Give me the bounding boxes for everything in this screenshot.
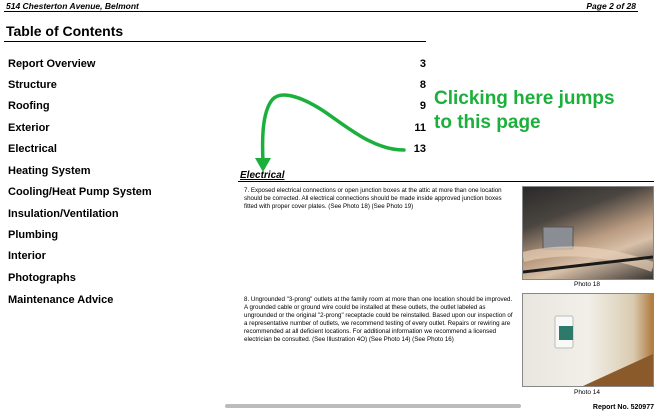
horizontal-scrollbar[interactable] (225, 404, 521, 408)
toc-title: Table of Contents (6, 23, 124, 39)
photo-14-caption: Photo 14 (573, 389, 601, 396)
toc-page-structure[interactable]: 8 (419, 79, 426, 91)
toc-item-photographs[interactable]: Photographs (8, 272, 76, 284)
section-divider (238, 181, 654, 182)
toc-item-insulation-ventilation[interactable]: Insulation/Ventilation (8, 208, 119, 220)
toc-item-exterior[interactable]: Exterior (8, 122, 50, 134)
toc-page-report-overview[interactable]: 3 (419, 58, 426, 70)
photo-18-caption: Photo 18 (573, 281, 601, 288)
photo-18-graphic (523, 187, 653, 279)
toc-page-electrical[interactable]: 13 (413, 143, 426, 155)
toc-item-roofing[interactable]: Roofing (8, 100, 50, 112)
toc-item-cooling-heat-pump-system[interactable]: Cooling/Heat Pump System (8, 186, 152, 198)
toc-item-electrical[interactable]: Electrical (8, 143, 57, 155)
toc-page-exterior[interactable]: 11 (414, 122, 426, 134)
toc-item-heating-system[interactable]: Heating System (8, 165, 91, 177)
report-number: Report No. 520977 (592, 404, 654, 411)
toc-item-structure[interactable]: Structure (8, 79, 57, 91)
toc-item-maintenance-advice[interactable]: Maintenance Advice (8, 294, 114, 306)
toc-item-report-overview[interactable]: Report Overview (8, 58, 96, 70)
photo-18-image (522, 186, 654, 280)
electrical-item-7: 7. Exposed electrical connections or open junction boxes at the attic at more than one location should be corrected. All electrical connections should be made inside approved junction boxes fitted with proper cover plates. (See Photo 18) (See Photo 19) (244, 187, 502, 210)
electrical-item-8: 8. Ungrounded "3-prong" outlets at the family room at more than one location should be improved. A grounded cable or ground wire could be installed at these outlets, the outlet labeled as ungrounded or the original "2-prong" receptacle could be reinstalled. Based upon our inspection of a representative number of outlets, we recommend testing of every outlet. Repairs or rewiring are recommended at all deficient locations. For additional information we recommend a licensed electrician be consulted. (See Illustration 4O) (See Photo 14) (See Photo 16) (244, 296, 513, 343)
header-address: 514 Chesterton Avenue, Belmont (6, 1, 139, 11)
toc-page-roofing[interactable]: 9 (419, 100, 426, 112)
photo-14-image (522, 293, 654, 387)
section-title-electrical: Electrical (240, 170, 285, 181)
header-page-number: Page 2 of 28 (586, 1, 636, 11)
photo-14-graphic (523, 294, 653, 386)
toc-item-plumbing[interactable]: Plumbing (8, 229, 59, 241)
toc-item-interior[interactable]: Interior (8, 250, 46, 262)
annotation-callout: Clicking here jumps to this page (434, 88, 615, 133)
